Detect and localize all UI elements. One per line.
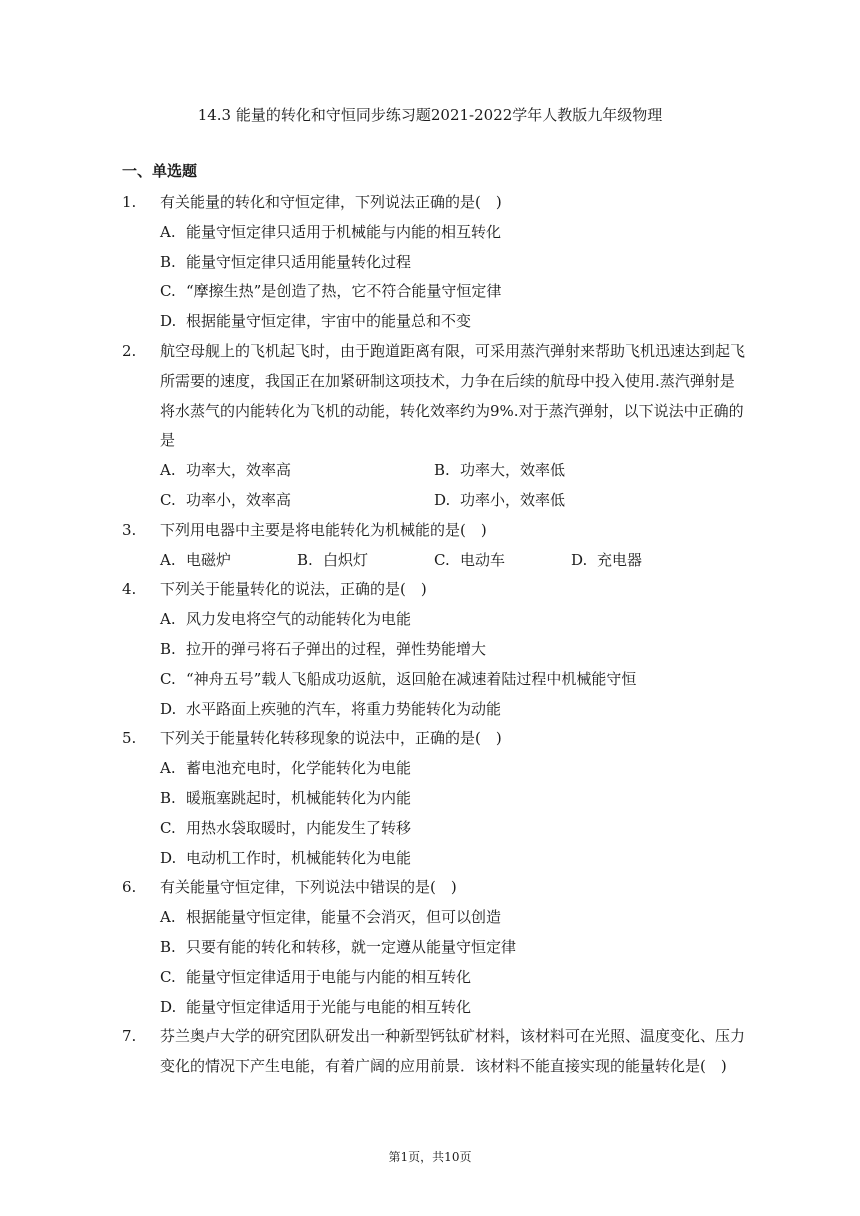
option-c (434, 546, 571, 576)
option-text: 能量守恒定律只适用能量转化过程 (186, 252, 412, 271)
option-text: 功率小，效率高 (186, 490, 292, 509)
option-a (160, 456, 434, 486)
option-letter: D. (160, 848, 177, 867)
question-5 (122, 724, 746, 873)
question-stem-row (122, 188, 746, 218)
option-letter: C. (160, 967, 176, 986)
option-letter: C. (160, 818, 176, 837)
question-2 (122, 337, 746, 516)
option-letter: A. (160, 759, 176, 778)
option-letter: D. (160, 997, 177, 1016)
question-number: 1. (122, 193, 137, 211)
option-text: 电动车 (460, 550, 506, 569)
question-7 (122, 1022, 746, 1082)
question-stem: 有关能量守恒定律，下列说法中错误的是( ) (160, 878, 457, 897)
question-number: 3. (122, 520, 137, 539)
option-text: 能量守恒定律适用于光能与电能的相互转化 (186, 997, 472, 1016)
document-title: 14.3 能量的转化和守恒同步练习题2021-2022学年人教版九年级物理 (197, 106, 663, 124)
question-stem-row (122, 873, 746, 903)
option-letter: A. (160, 550, 176, 569)
question-stem: 下列关于能量转化的说法，正确的是( ) (160, 580, 427, 599)
option-a (160, 546, 297, 576)
option-d (160, 695, 746, 725)
question-6 (122, 873, 746, 1022)
question-1 (122, 188, 746, 337)
option-c (160, 814, 746, 844)
option-d (434, 486, 708, 516)
question-stem-row (122, 516, 746, 546)
option-text: 风力发电将空气的动能转化为电能 (186, 610, 412, 629)
question-stem-row (122, 724, 746, 754)
option-letter: C. (434, 550, 450, 569)
option-letter: B. (160, 252, 176, 271)
option-letter: D. (571, 550, 588, 569)
option-text: 功率大，效率高 (186, 461, 292, 480)
option-list (122, 456, 746, 516)
option-letter: B. (160, 639, 176, 658)
option-letter: A. (160, 908, 176, 927)
option-text: 蓄电池充电时，化学能转化为电能 (186, 759, 412, 778)
option-letter: D. (434, 490, 451, 509)
option-a (160, 605, 746, 635)
question-number: 4. (122, 580, 137, 599)
option-list (122, 605, 746, 724)
option-c (160, 486, 434, 516)
option-letter: A. (160, 461, 176, 480)
option-b (297, 546, 434, 576)
option-b (434, 456, 708, 486)
option-text: 根据能量守恒定律，能量不会消灭，但可以创造 (186, 908, 502, 927)
option-text: 充电器 (597, 550, 643, 569)
option-list (122, 754, 746, 873)
question-stem: 下列用电器中主要是将电能转化为机械能的是( ) (160, 520, 487, 539)
option-text: “神舟五号”载人飞船成功返航，返回舱在减速着陆过程中机械能守恒 (186, 669, 637, 688)
option-text: 暖瓶塞跳起时，机械能转化为内能 (186, 788, 412, 807)
question-stem-row (122, 1022, 746, 1082)
option-b (160, 248, 746, 278)
question-stem: 有关能量的转化和守恒定律，下列说法正确的是( ) (160, 193, 502, 211)
option-letter: D. (160, 699, 177, 718)
option-text: 电动机工作时，机械能转化为电能 (186, 848, 412, 867)
option-text: 用热水袋取暖时，内能发生了转移 (186, 818, 412, 837)
option-text: 功率大，效率低 (460, 461, 566, 480)
option-letter: C. (160, 490, 176, 509)
option-letter: A. (160, 222, 176, 241)
option-text: 只要有能的转化和转移，就一定遵从能量守恒定律 (186, 937, 517, 956)
question-stem: 航空母舰上的飞机起飞时，由于跑道距离有限，可采用蒸汽弹射来帮助飞机迅速达到起飞所需要的速度，我国正在加紧研制这项技术，力争在后续的航母中投入使用.蒸汽弹射是将水蒸气的内能转化为飞机的动能，转化效率约为9%.对于蒸汽弹射，以下说法中正确的是 (160, 341, 746, 450)
option-d (160, 844, 746, 874)
option-text: 能量守恒定律适用于电能与内能的相互转化 (186, 967, 472, 986)
option-letter: B. (297, 550, 313, 569)
option-a (160, 903, 746, 933)
option-a (160, 754, 746, 784)
question-4 (122, 575, 746, 724)
option-letter: B. (434, 461, 450, 480)
question-list (122, 188, 746, 1082)
option-c (160, 277, 746, 307)
question-stem-row (122, 337, 746, 456)
question-3 (122, 516, 746, 576)
option-b (160, 933, 746, 963)
option-letter: B. (160, 788, 176, 807)
option-text: “摩擦生热”是创造了热，它不符合能量守恒定律 (186, 282, 502, 301)
option-d (160, 307, 746, 337)
option-d (160, 993, 746, 1023)
question-number: 2. (122, 341, 137, 360)
option-list (122, 218, 746, 337)
question-number: 7. (122, 1027, 137, 1046)
question-stem-row (122, 575, 746, 605)
option-letter: A. (160, 610, 176, 629)
option-b (160, 784, 746, 814)
question-number: 5. (122, 729, 137, 748)
question-stem: 芬兰奥卢大学的研究团队研发出一种新型钙钛矿材料，该材料可在光照、温度变化、压力变化的情况下产生电能，有着广阔的应用前景．该材料不能直接实现的能量转化是( ) (160, 1027, 746, 1076)
option-text: 白炽灯 (323, 550, 369, 569)
option-text: 根据能量守恒定律，宇宙中的能量总和不变 (186, 312, 472, 331)
option-letter: D. (160, 312, 177, 331)
option-letter: B. (160, 937, 176, 956)
option-c (160, 963, 746, 993)
option-b (160, 635, 746, 665)
option-text: 拉开的弹弓将石子弹出的过程，弹性势能增大 (186, 639, 487, 658)
section-heading: 一、单选题 (122, 162, 198, 180)
option-letter: C. (160, 282, 176, 301)
option-d (571, 546, 708, 576)
option-list (122, 546, 746, 576)
option-list (122, 903, 746, 1022)
option-text: 能量守恒定律只适用于机械能与内能的相互转化 (186, 222, 502, 241)
page-footer: 第1页，共10页 (388, 1150, 472, 1164)
option-text: 电磁炉 (186, 550, 232, 569)
option-text: 功率小，效率低 (460, 490, 566, 509)
option-letter: C. (160, 669, 176, 688)
question-number: 6. (122, 878, 137, 897)
question-stem: 下列关于能量转化转移现象的说法中，正确的是( ) (160, 729, 502, 748)
option-text: 水平路面上疾驰的汽车，将重力势能转化为动能 (186, 699, 502, 718)
option-a (160, 218, 746, 248)
option-c (160, 665, 746, 695)
